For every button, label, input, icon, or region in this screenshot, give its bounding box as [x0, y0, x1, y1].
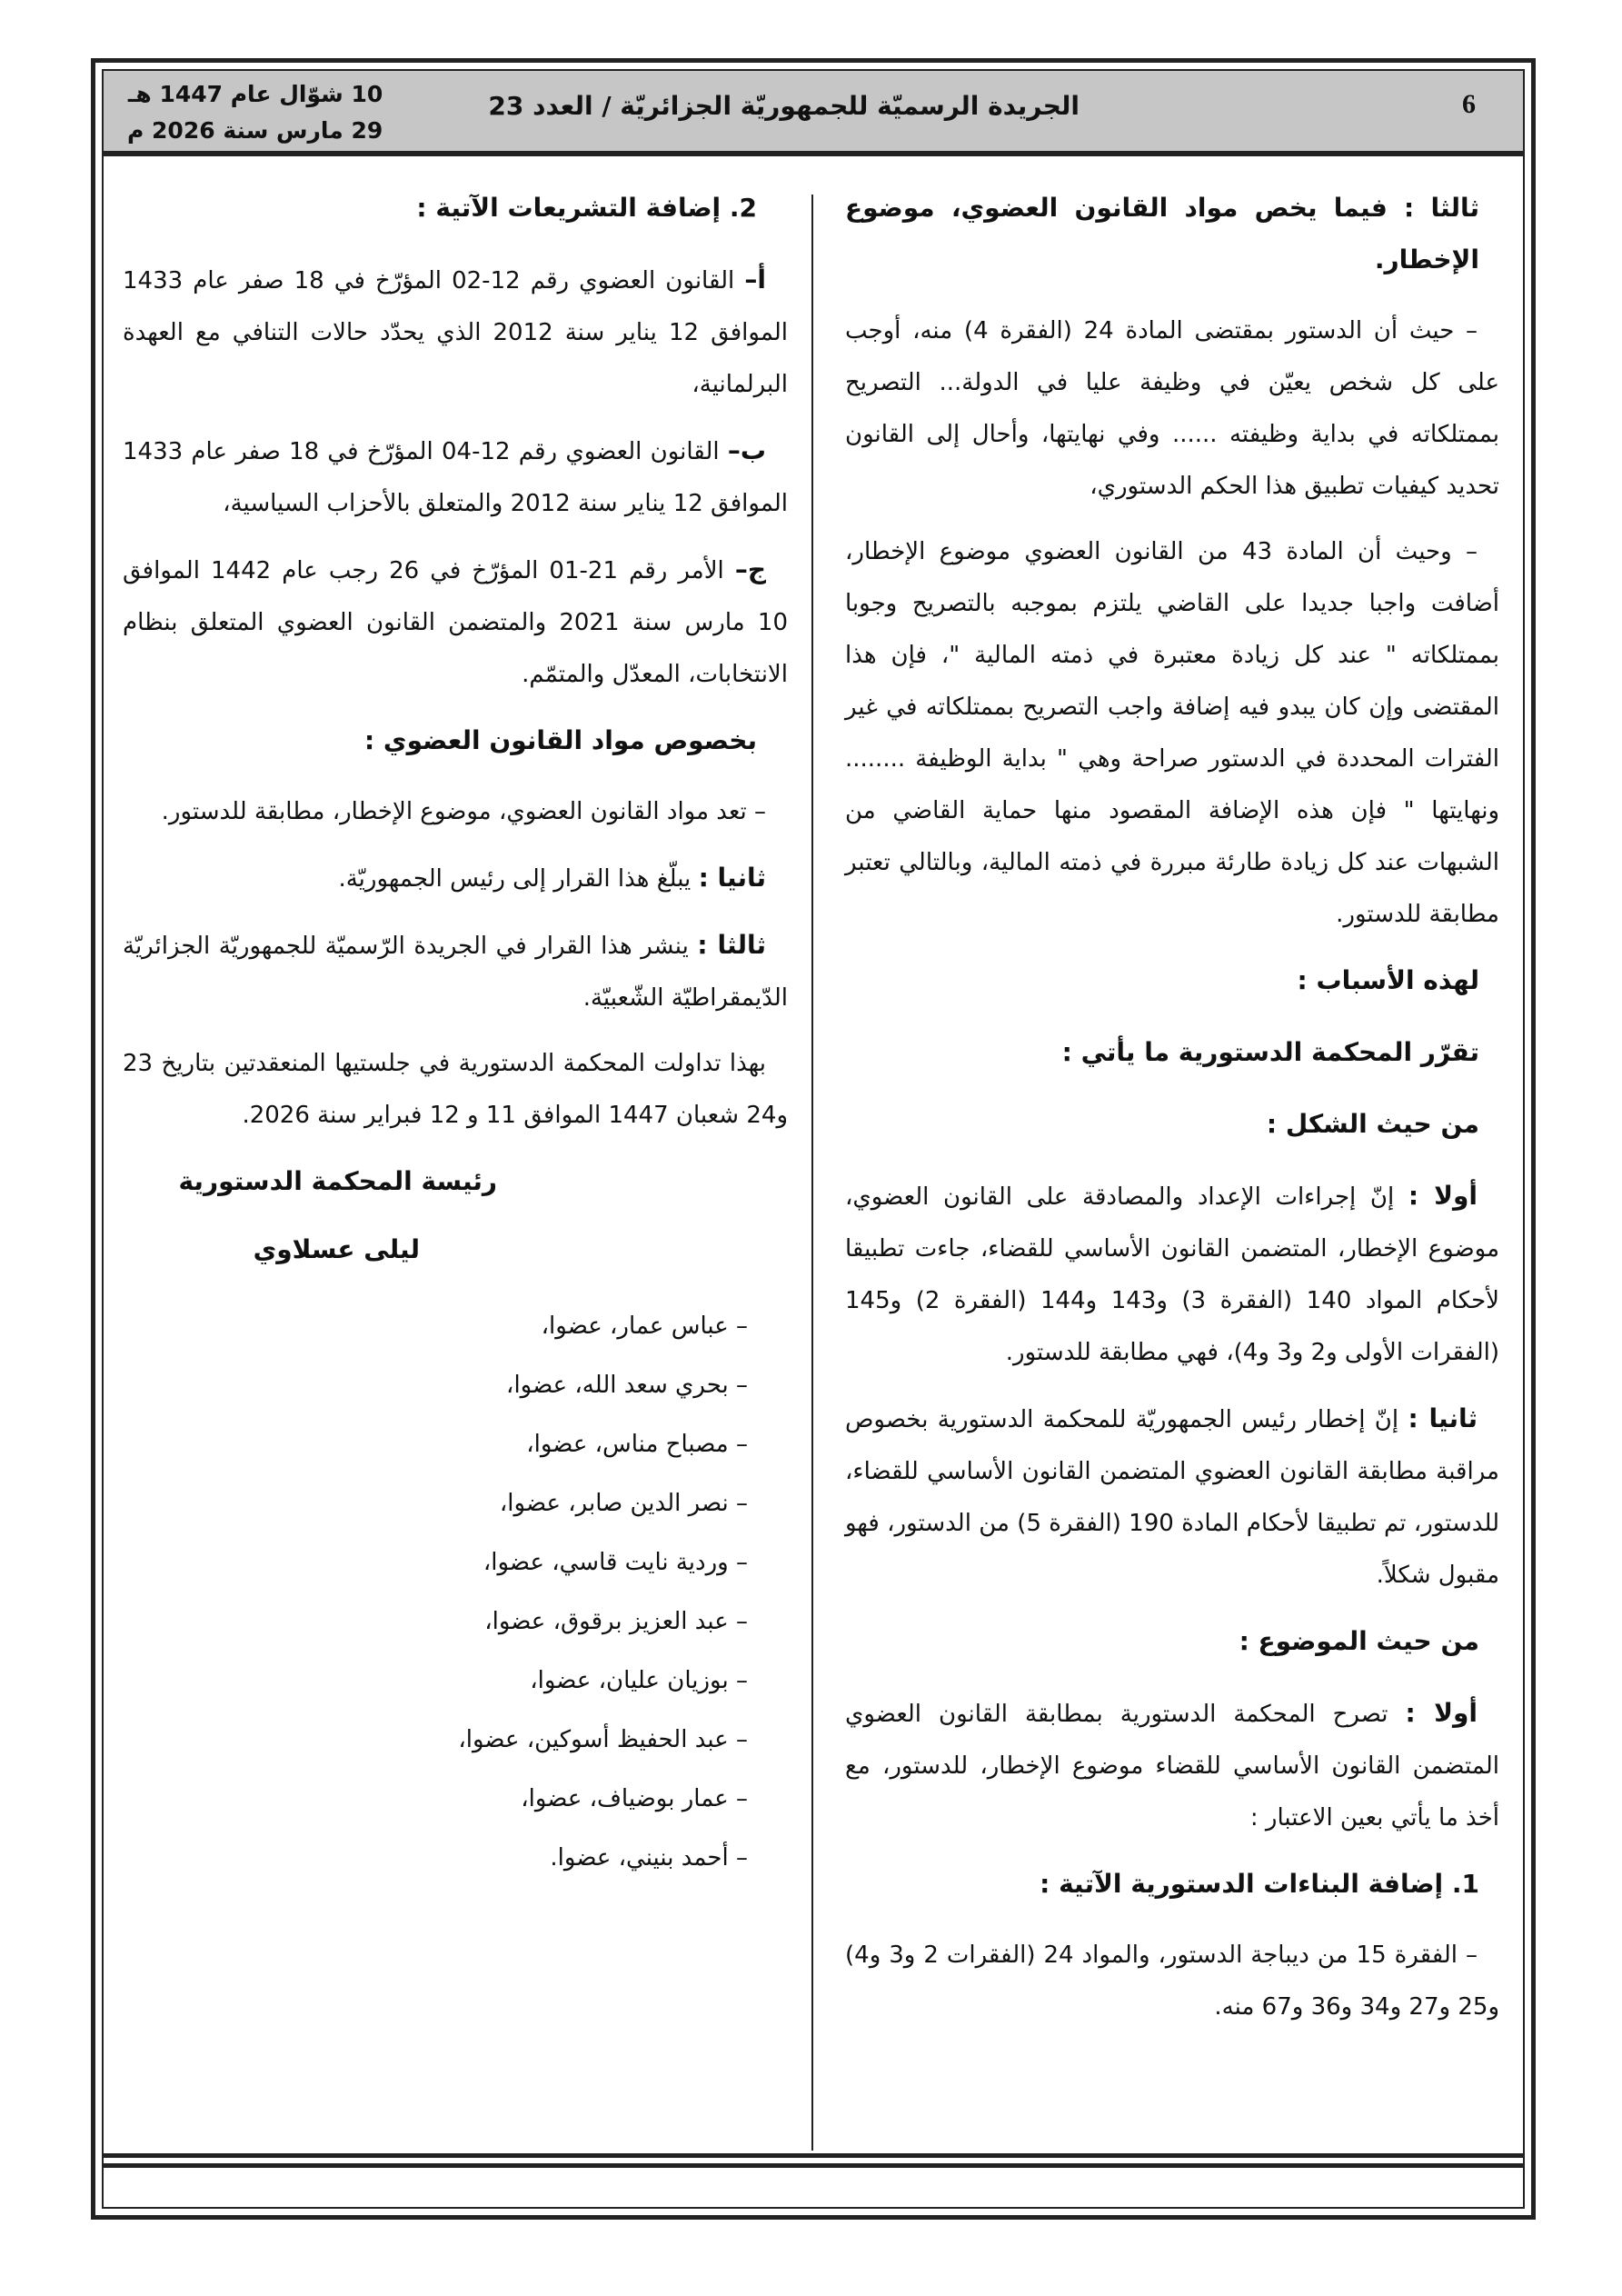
- column-divider: [811, 195, 813, 2151]
- paragraph-text: – الفقرة 15 من ديباجة الدستور، والمواد 24 (الفقرات 2 و3 و4) و25 و27 و34 و36 و67 منه.: [845, 1942, 1499, 2021]
- paragraph-text: بهذا تداولت المحكمة الدستورية في جلستيها المنعقدتين بتاريخ 23 و24 شعبان 1447 الموافق 11 و 12 فبراير سنة 2026.: [123, 1050, 788, 1129]
- paragraph-lead: ثانيا :: [1408, 1403, 1478, 1433]
- paragraph: [123, 1038, 788, 1142]
- section-heading: [845, 954, 1499, 1006]
- members-list: [123, 1297, 788, 1888]
- member-item: – عمار بوضياف، عضوا،: [521, 1785, 748, 1812]
- section-heading: [845, 1615, 1499, 1667]
- member-item: – مصباح مناس، عضوا،: [526, 1431, 748, 1458]
- right-column: [845, 182, 1499, 2047]
- paragraph-text: – وحيث أن المادة 43 من القانون العضوي موضوع الإخطار، أضافت واجبا جديدا على القاضي يلتزم بموجبه بالتصريح وجوبا بممتلكاته " عند كل زيادة معتبرة في ذمته المالية "، فإن هذا المقتضى وإن كان يبدو فيه إضافة واجب التصريح بممتلكاته في غير الفترات المحددة في الدستور صراحة وهي " بداية الوظيفة ........ ونهايتها " فإن هذه الإضافة المقصود منها حماية القاضي من الشبهات عند كل زيادة طارئة مبررة في ذمته المالية، وبالتالي تعتبر مطابقة للدستور.: [845, 538, 1499, 928]
- paragraph-text: من حيث الموضوع :: [1239, 1626, 1479, 1656]
- paragraph-lead: أ–: [744, 265, 766, 294]
- paragraph-text: تقرّر المحكمة الدستورية ما يأتي :: [1061, 1037, 1479, 1067]
- section-heading: [845, 1098, 1499, 1150]
- section-heading: [845, 182, 1499, 285]
- date-hijri: 10 شوّال عام 1447 هـ: [127, 81, 383, 107]
- paragraph: [123, 919, 788, 1024]
- paragraph-text: بخصوص مواد القانون العضوي :: [363, 725, 757, 755]
- left-blocks: [123, 182, 788, 1142]
- section-heading: [123, 182, 788, 234]
- paragraph-text: القانون العضوي رقم 12-02 المؤرّخ في 18 صفر عام 1433 الموافق 12 يناير سنة 2012 الذي يحدّد حالات التنافي مع العهدة البرلمانية،: [123, 267, 789, 398]
- member-item: – عبد الحفيظ أسوكين، عضوا،: [458, 1726, 748, 1753]
- paragraph-text: – حيث أن الدستور بمقتضى المادة 24 (الفقرة 4) منه، أوجب على كل شخص يعيّن في وظيفة عليا في الدولة... التصريح بممتلكاته في بداية وظيفته ...... وفي نهايتها، وأحال إلى القانون تحديد كيفيات تطبيق هذا الحكم الدستوري،: [845, 317, 1499, 500]
- signature-title: رئيسة المحكمة الدستورية: [178, 1166, 497, 1196]
- section-heading: [845, 1858, 1499, 1910]
- member-item: – عباس عمار، عضوا،: [541, 1313, 748, 1340]
- paragraph-lead: ثالثا :: [697, 930, 766, 960]
- gazette-title: الجريدة الرسميّة للجمهوريّة الجزائريّة / العدد 23: [488, 91, 1080, 121]
- paragraph-text: الأمر رقم 21-01 المؤرّخ في 26 رجب عام 1442 الموافق 10 مارس سنة 2021 والمتضمن القانون العضوي المتعلق بنظام الانتخابات، المعدّل والمتمّم.: [123, 557, 788, 688]
- paragraph: [845, 1687, 1499, 1844]
- paragraph-text: من حيث الشكل :: [1266, 1109, 1479, 1139]
- bottom-rule: [102, 2163, 1525, 2168]
- paragraph-lead: أولا :: [1405, 1698, 1478, 1728]
- paragraph-text: يبلّغ هذا القرار إلى رئيس الجمهوريّة.: [338, 865, 699, 893]
- paragraph-text: إنّ إخطار رئيس الجمهوريّة للمحكمة الدستورية بخصوص مراقبة مطابقة القانون العضوي المتضمن القانون الأساسي للقضاء، للدستور، تم تطبيقا لأحكام المادة 190 (الفقرة 5) من الدستور، فهو مقبول شكلاً.: [845, 1406, 1499, 1589]
- paragraph-text: ثالثا : فيما يخص مواد القانون العضوي، موضوع الإخطار.: [845, 193, 1479, 275]
- paragraph-lead: أولا :: [1408, 1181, 1478, 1211]
- paragraph-text: – تعد مواد القانون العضوي، موضوع الإخطار، مطابقة للدستور.: [161, 798, 766, 825]
- section-heading: [845, 1026, 1499, 1078]
- paragraph: [123, 852, 788, 905]
- paragraph: [123, 424, 788, 530]
- paragraph: [845, 526, 1499, 941]
- paragraph: [845, 1930, 1499, 2033]
- section-heading: [123, 714, 788, 766]
- paragraph-text: لهذه الأسباب :: [1297, 965, 1479, 995]
- paragraph-lead: ب–: [727, 435, 766, 465]
- signature-name: ليلى عسلاوي: [253, 1234, 420, 1264]
- page-number: 6: [1462, 89, 1476, 119]
- paragraph-lead: ثانيا :: [698, 863, 766, 893]
- paragraph: [123, 544, 788, 701]
- issue-date: [127, 76, 383, 149]
- member-item: – وردية نايت قاسي، عضوا،: [483, 1549, 748, 1576]
- member-item: – نصر الدين صابر، عضوا،: [499, 1490, 748, 1517]
- paragraph: [845, 1170, 1499, 1379]
- left-column: [123, 182, 788, 1888]
- paragraph-text: 1. إضافة البناءات الدستورية الآتية :: [1040, 1869, 1479, 1899]
- member-item: – بوزيان عليان، عضوا،: [530, 1667, 748, 1694]
- page-header: [102, 69, 1525, 156]
- paragraph: [845, 1393, 1499, 1602]
- paragraph-text: 2. إضافة التشريعات الآتية :: [416, 193, 757, 223]
- member-item: – أحمد بنيني، عضوا.: [550, 1844, 748, 1872]
- paragraph: [123, 786, 788, 838]
- paragraph-text: القانون العضوي رقم 12-04 المؤرّخ في 18 صفر عام 1433 الموافق 12 يناير سنة 2012 والمتعلق بالأحزاب السياسية،: [123, 438, 788, 517]
- member-item: – بحري سعد الله، عضوا،: [506, 1372, 748, 1399]
- member-item: – عبد العزيز برقوق، عضوا،: [484, 1608, 748, 1635]
- paragraph-text: إنّ إجراءات الإعداد والمصادقة على القانون العضوي، موضوع الإخطار، المتضمن القانون الأساسي للقضاء، جاءت تطبيقا لأحكام المواد 140 (الفقرة 3) و143 و144 (الفقرة 2) و145 (الفقرات الأولى و2 و3 و4)، فهي مطابقة للدستور.: [845, 1183, 1500, 1366]
- bottom-rule: [102, 2153, 1525, 2158]
- paragraph-text: تصرح المحكمة الدستورية بمطابقة القانون العضوي المتضمن القانون الأساسي للقضاء موضوع الإخطار، للدستور، مع أخذ ما يأتي بعين الاعتبار :: [845, 1701, 1499, 1832]
- date-gregorian: 29 مارس سنة 2026 م: [127, 117, 383, 144]
- paragraph-text: ينشر هذا القرار في الجريدة الرّسميّة للجمهوريّة الجزائريّة الدّيمقراطيّة الشّعبيّة.: [123, 933, 788, 1012]
- paragraph: [845, 305, 1499, 513]
- paragraph-lead: ج–: [734, 554, 766, 584]
- paragraph: [123, 254, 788, 411]
